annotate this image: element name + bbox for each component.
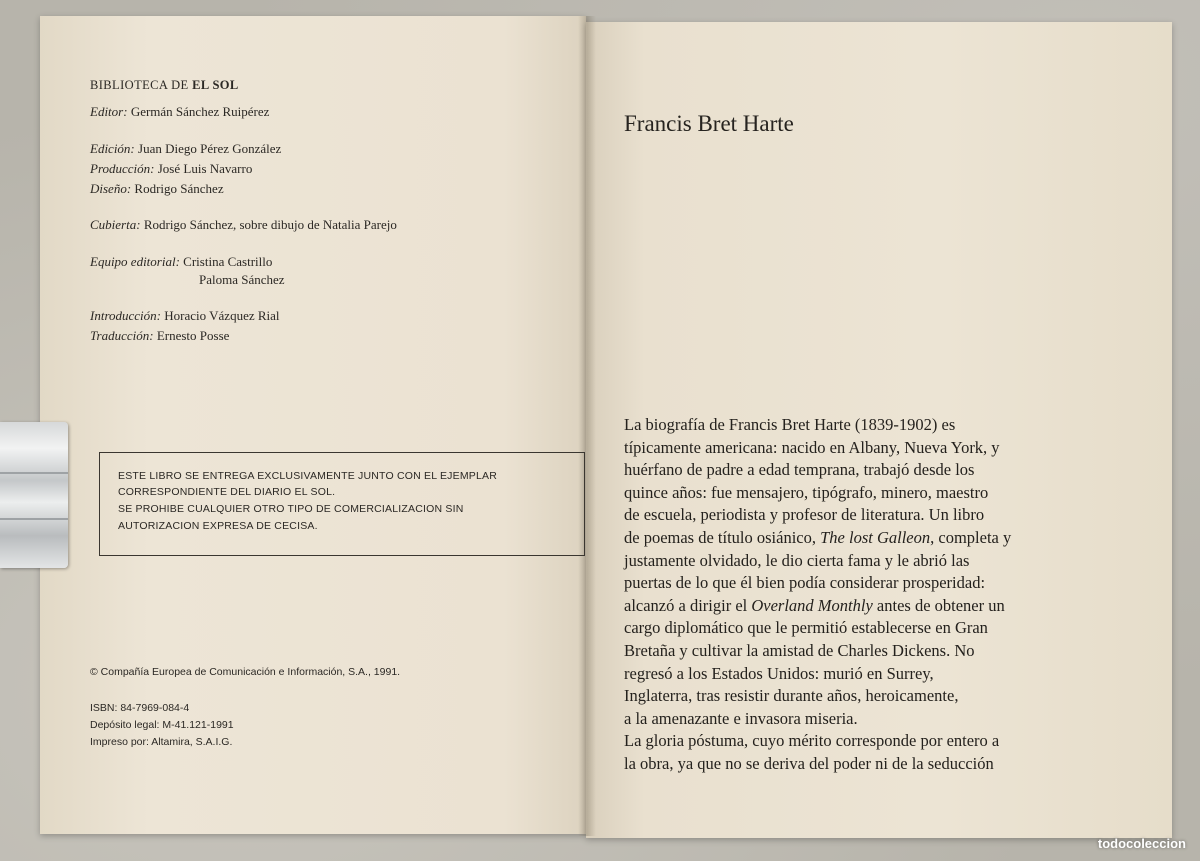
biography-paragraph [624, 414, 1134, 776]
credit-line [90, 217, 397, 233]
notice-line: ESTE LIBRO SE ENTREGA EXCLUSIVAMENTE JUNTO CON EL EJEMPLAR [118, 470, 497, 482]
credit-line [90, 161, 252, 177]
credit-name: Juan Diego Pérez González [138, 141, 282, 156]
notice-line: CORRESPONDIENTE DEL DIARIO EL SOL. [118, 486, 336, 498]
credit-role: Producción: [90, 161, 155, 176]
isbn-line: ISBN: 84-7969-084-4 [90, 702, 190, 714]
credit-name: Horacio Vázquez Rial [164, 308, 280, 323]
paragraph-line: típicamente americana: nacido en Albany, Nueva York, y [624, 437, 1000, 457]
credit-role: Traducción: [90, 328, 154, 343]
credit-name: Cristina Castrillo [183, 254, 273, 269]
credit-line [199, 272, 285, 288]
series-label: BIBLIOTECA DE [90, 78, 189, 92]
notice-line: AUTORIZACION EXPRESA DE CECISA. [118, 520, 318, 532]
paragraph-line: La biografía de Francis Bret Harte (1839-1902) es [624, 415, 956, 434]
paragraph-line: La gloria póstuma, cuyo mérito corresponde por entero a [624, 731, 1000, 751]
line-text: alcanzó a dirigir el [624, 595, 752, 615]
watermark: todocoleccion [1097, 836, 1186, 851]
credit-role: Editor: [90, 104, 128, 119]
credit-name: José Luis Navarro [157, 161, 253, 176]
credit-role: Cubierta: [90, 217, 141, 232]
paragraph-line: quince años: fue mensajero, tipógrafo, minero, maestro [624, 482, 989, 502]
paragraph-line: cargo diplomático que le permitió establecerse en Gran [624, 618, 988, 638]
paragraph-line: huérfano de padre a edad temprana, trabajó desde los [624, 460, 975, 480]
credit-line [90, 328, 229, 344]
credit-line [90, 254, 272, 270]
line-text: , completa y [930, 527, 1012, 547]
paragraph-line: a la amenazante e invasora miseria. [624, 708, 858, 728]
credit-line [90, 141, 281, 157]
clip-edge-line [0, 518, 68, 520]
credit-name: Paloma Sánchez [199, 272, 285, 287]
credit-name: Rodrigo Sánchez [134, 181, 224, 196]
paragraph-line [624, 527, 1134, 550]
credit-name: Germán Sánchez Ruipérez [130, 104, 270, 119]
clip-edge-line [0, 472, 68, 474]
credit-name: Rodrigo Sánchez, sobre dibujo de Natalia Parejo [143, 217, 397, 232]
credit-line [90, 104, 269, 120]
series-name: EL SOL [192, 78, 239, 92]
series-heading [90, 77, 239, 93]
notice-line: SE PROHIBE CUALQUIER OTRO TIPO DE COMERCIALIZACION SIN [118, 503, 464, 515]
credit-role: Diseño: [90, 181, 132, 196]
paragraph-line: Bretaña y cultivar la amistad de Charles Dickens. No [624, 640, 975, 660]
paragraph-line: justamente olvidado, le dio cierta fama y le abrió las [624, 550, 970, 570]
book-gutter [578, 16, 596, 836]
paragraph-line: regresó a los Estados Unidos: murió en Surrey, [624, 663, 934, 683]
credit-line [90, 181, 224, 197]
paragraph-line [624, 595, 1134, 618]
line-text: antes de obtener un [872, 595, 1005, 615]
copyright-line: © Compañía Europea de Comunicación e Información, S.A., 1991. [90, 666, 401, 678]
paragraph-line: Inglaterra, tras resistir durante años, heroicamente, [624, 686, 959, 706]
paragraph-line: puertas de lo que él bien podía considerar prosperidad: [624, 573, 986, 593]
credit-name: Ernesto Posse [156, 328, 230, 343]
credit-role: Equipo editorial: [90, 254, 180, 269]
author-name: Francis Bret Harte [624, 111, 794, 136]
credit-role: Introducción: [90, 308, 161, 323]
paragraph-line: de escuela, periodista y profesor de literatura. Un libro [624, 505, 985, 525]
paragraph-line: la obra, ya que no se deriva del poder ni de la seducción [624, 753, 994, 773]
printer-line: Impreso por: Altamira, S.A.I.G. [90, 736, 233, 748]
book-title-italic: The lost Galleon [820, 527, 931, 547]
metal-clip [0, 422, 68, 568]
legal-deposit-line: Depósito legal: M-41.121-1991 [90, 719, 234, 731]
credit-line [90, 308, 280, 324]
line-text: de poemas de título osiánico, [624, 527, 821, 547]
credit-role: Edición: [90, 141, 135, 156]
magazine-title-italic: Overland Monthly [751, 595, 873, 615]
